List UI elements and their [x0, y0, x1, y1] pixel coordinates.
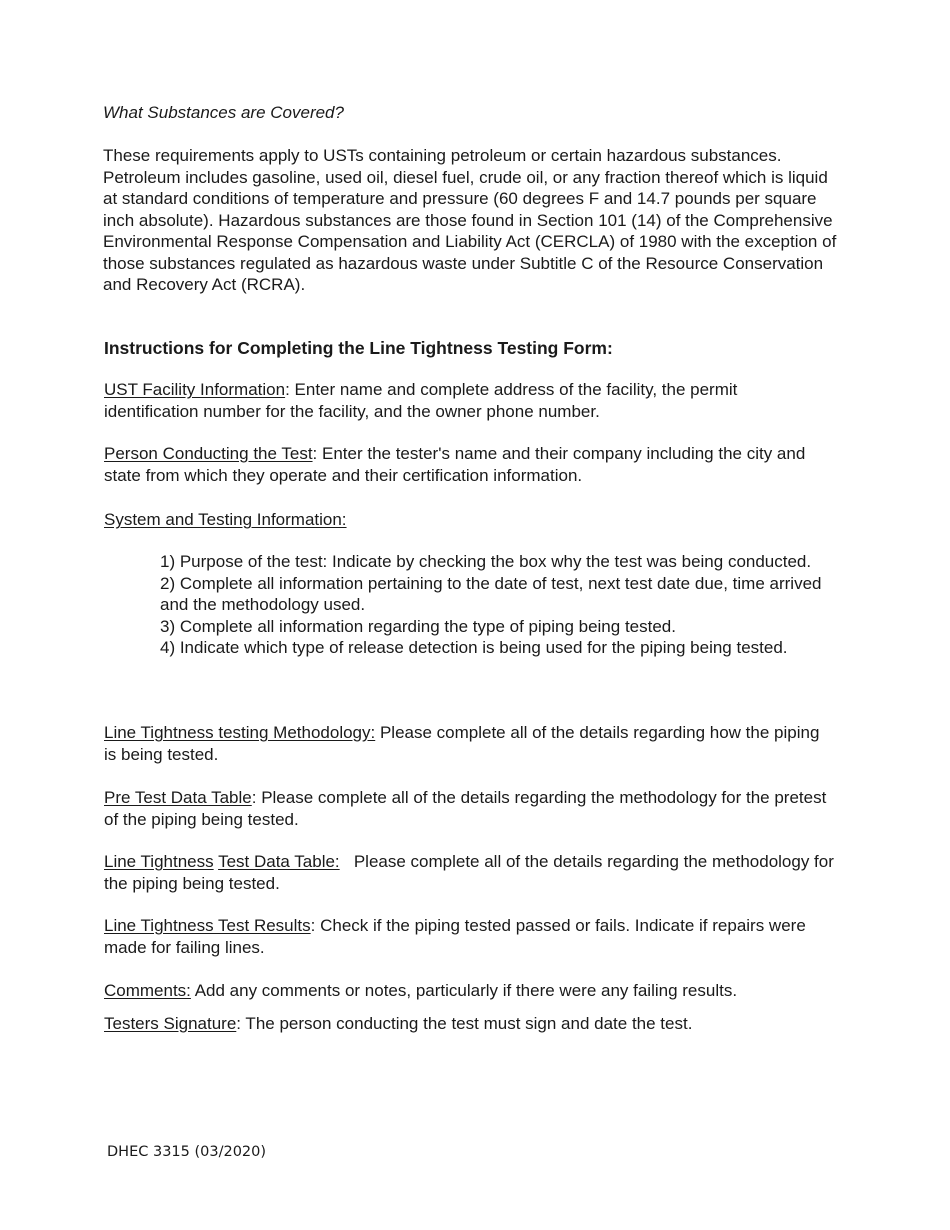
- instructions-title: Instructions for Completing the Line Tightness Testing Form:: [104, 338, 613, 358]
- facility-text: : Enter name and complete address of the facility, the permit identification number for the facility, and the owner phone number.: [104, 380, 738, 421]
- results-section: [104, 915, 834, 959]
- methodology-text: Please complete all of the details regarding how the piping is being tested.: [104, 723, 820, 764]
- results-text: : Check if the piping tested passed or fails. Indicate if repairs were made for failing lines.: [104, 916, 806, 957]
- form-number-footer: DHEC 3315 (03/2020): [107, 1144, 267, 1160]
- steps-list: [160, 551, 840, 659]
- comments-label: Comments:: [104, 981, 191, 1000]
- person-section: [104, 443, 834, 487]
- pretest-text: : Please complete all of the details regarding the methodology for the pretest of the piping being tested.: [104, 788, 827, 829]
- signature-text: : The person conducting the test must sign and date the test.: [236, 1014, 693, 1033]
- methodology-label: Line Tightness testing Methodology:: [104, 723, 376, 742]
- step-item: 1) Purpose of the test: Indicate by checking the box why the test was being conducted.: [160, 552, 812, 571]
- facility-label: UST Facility Information: [104, 380, 286, 399]
- step-item: 4) Indicate which type of release detection is being used for the piping being tested.: [160, 638, 788, 657]
- facility-section: [104, 379, 834, 423]
- signature-section: [104, 1013, 834, 1035]
- pretest-section: [104, 787, 834, 831]
- line-tightness-data-text: Please complete all of the details regarding the methodology for the piping being tested.: [104, 852, 839, 893]
- section-heading: What Substances are Covered?: [103, 103, 344, 122]
- person-label: Person Conducting the Test: [104, 444, 313, 463]
- system-label: System and Testing Information:: [104, 510, 347, 529]
- person-text: : Enter the tester's name and their company including the city and state from which they operate and their certification information.: [104, 444, 806, 485]
- comments-section: [104, 980, 834, 1002]
- results-label: Line Tightness Test Results: [104, 916, 311, 935]
- pretest-label: Pre Test Data Table: [104, 788, 252, 807]
- intro-paragraph: These requirements apply to USTs containing petroleum or certain hazardous substances. Petroleum includes gasoline, used oil, diesel fuel, crude oil, or any fraction thereof which is liquid at standard conditions of temperature and pressure (60 degrees F and 14.7 pounds per square inch absolute). Hazardous substances are those found in Section 101 (14) of the Comprehensive Environmental Response Compensation and Liability Act (CERCLA) of 1980 with the exception of those substances regulated as hazardous waste under Subtitle C of the Resource Conservation and Recovery Act (RCRA).: [103, 146, 837, 294]
- methodology-section: [104, 722, 834, 766]
- step-item: 2) Complete all information pertaining to the date of test, next test date due, time arrived and the methodology used.: [160, 573, 822, 614]
- line-tightness-label: Line Tightness: [104, 852, 214, 871]
- signature-label: Testers Signature: [104, 1014, 237, 1033]
- test-data-table-label: Test Data Table:: [218, 852, 340, 871]
- system-section: [104, 509, 834, 531]
- comments-text: Add any comments or notes, particularly if there were any failing results.: [190, 981, 738, 1000]
- line-tightness-data-section: [104, 851, 839, 895]
- step-item: 3) Complete all information regarding the type of piping being tested.: [160, 616, 676, 636]
